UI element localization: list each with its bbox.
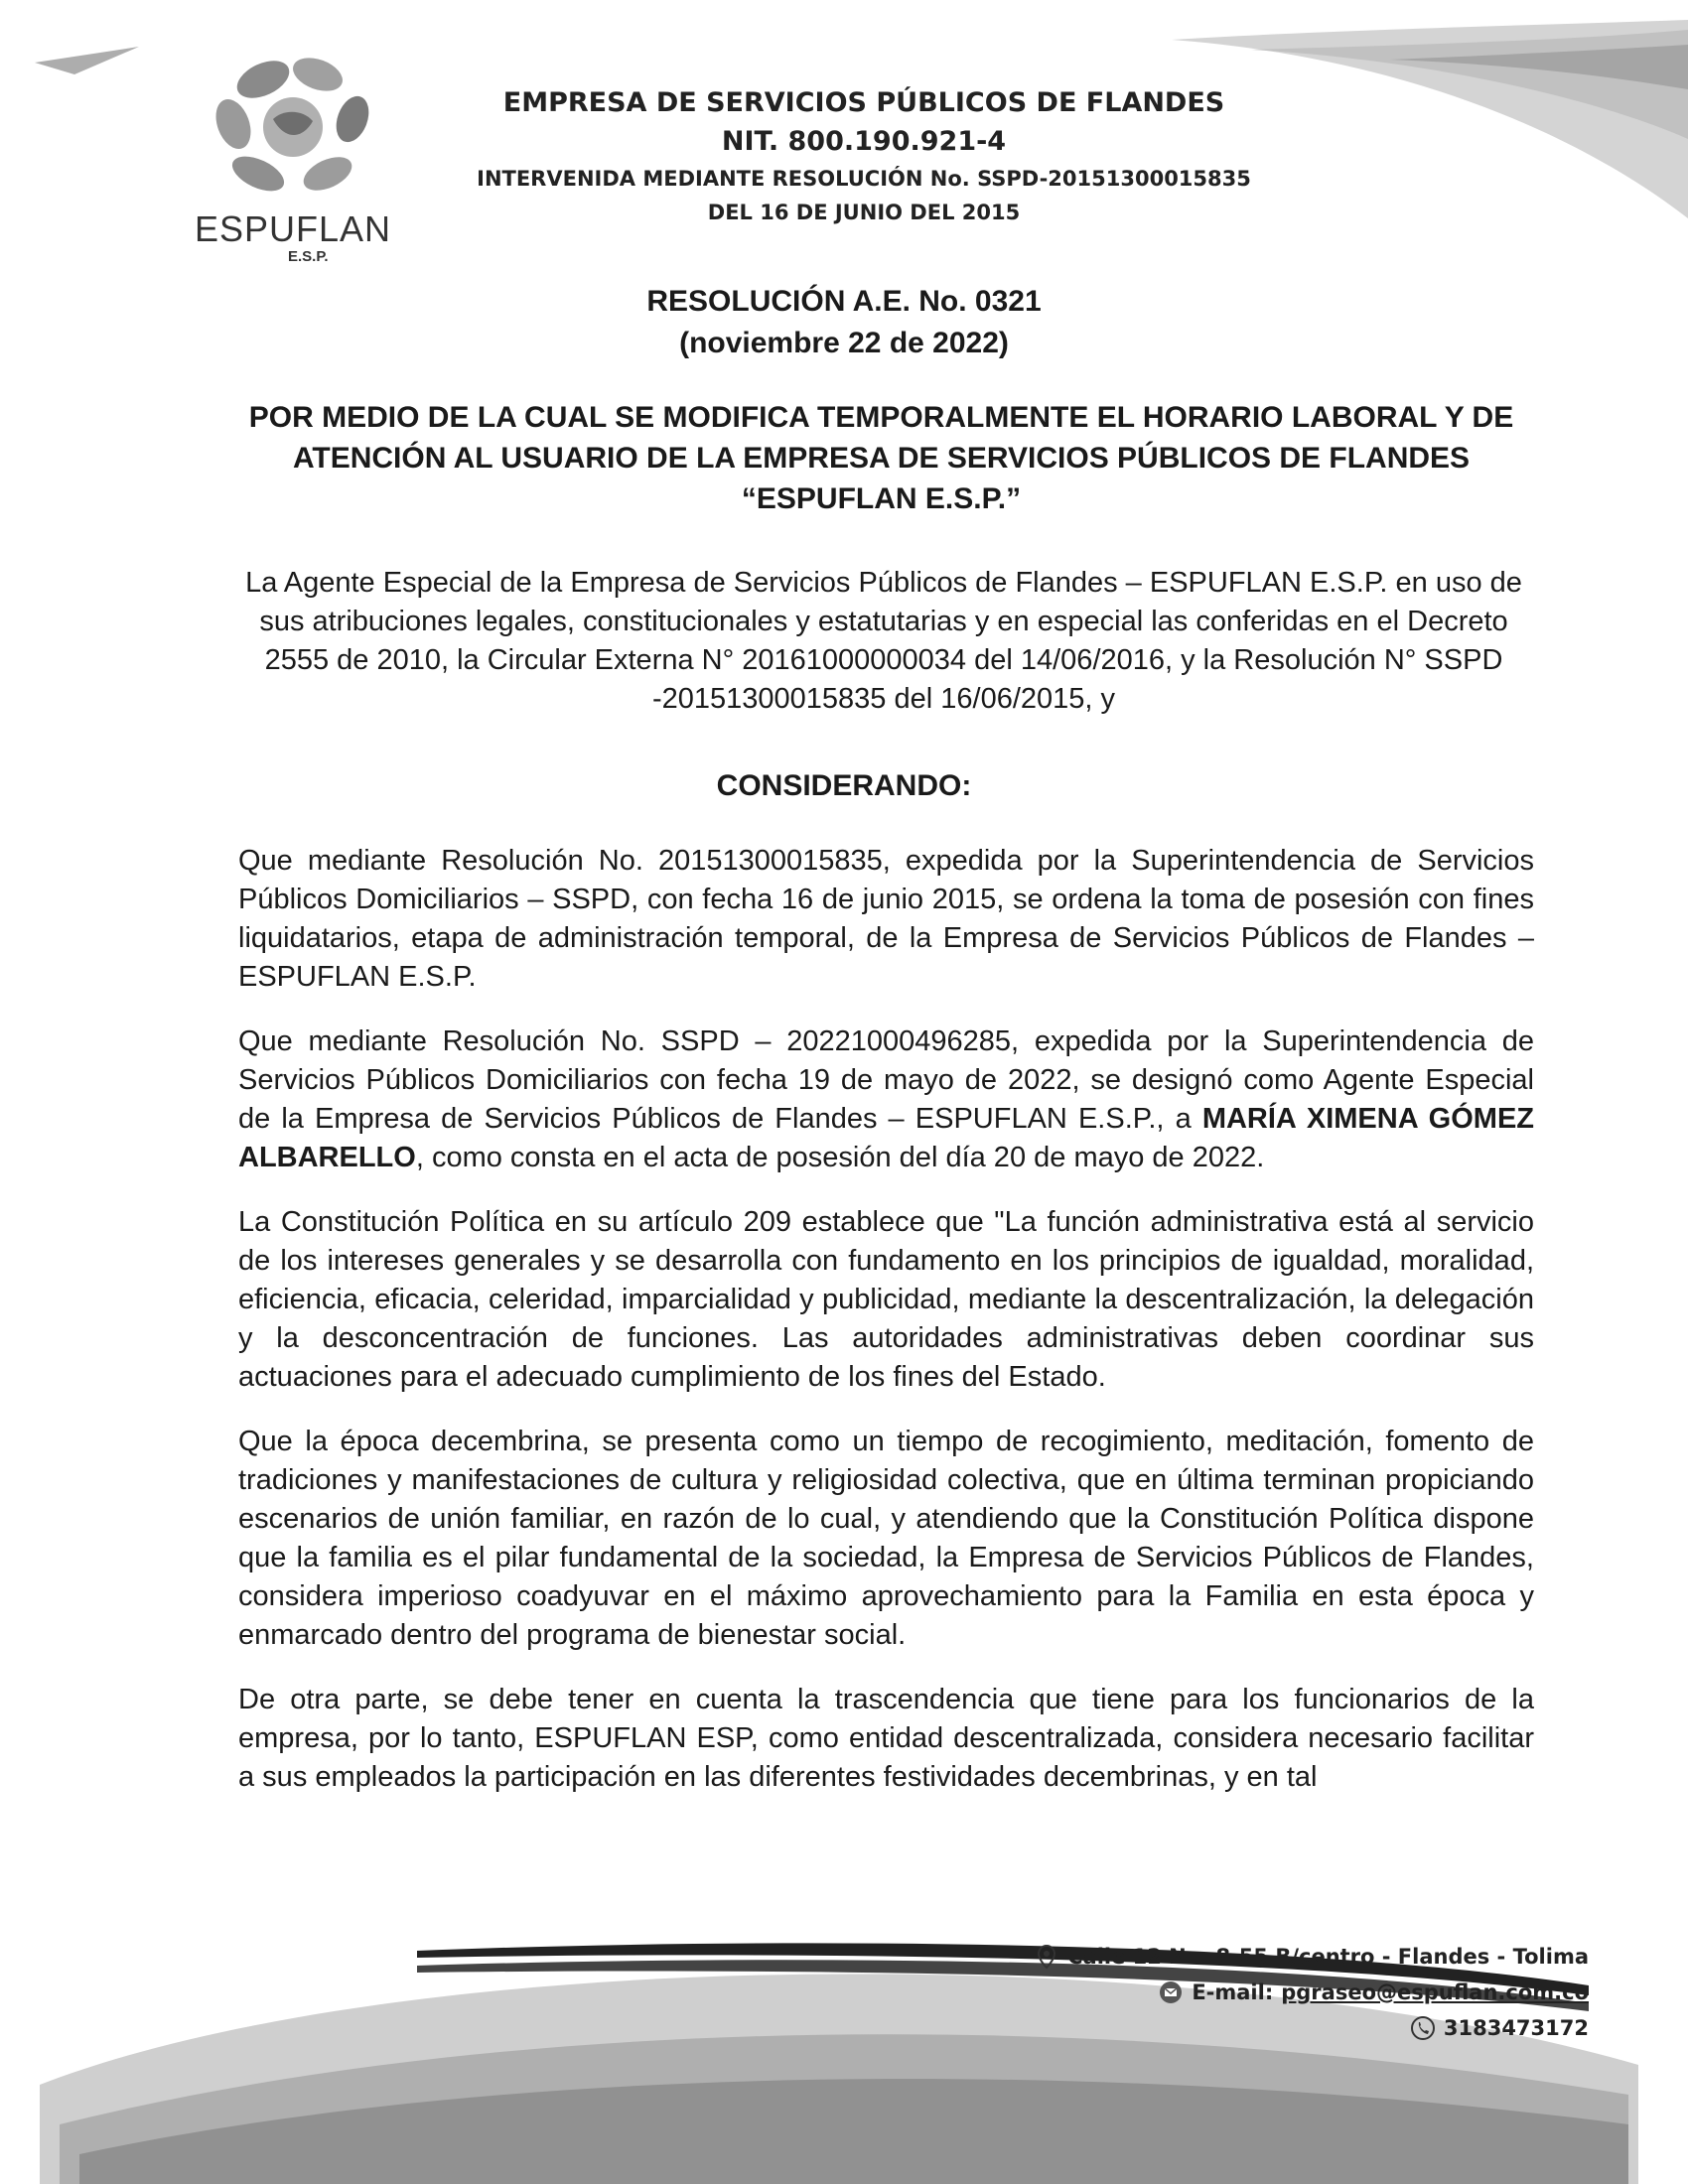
- paragraph-2-text-b: , como consta en el acta de posesión del día 20 de mayo de 2022.: [415, 1142, 1265, 1173]
- paragraph-3: La Constitución Política en su artículo 209 establece que "La función administrativa está al servicio de los intereses generales y se desarrolla con fundamento en los principios de igualdad, moralidad, eficiencia, eficacia, celeridad, imparcialidad y publicidad, mediante la descentralización, la delegación y la desconcentración de funciones. Las autoridades administrativas deben coordinar sus actuaciones para el adecuado cumplimiento de los fines del Estado.: [238, 1206, 1534, 1393]
- footer-phone: 3183473172: [1443, 2016, 1589, 2040]
- paragraph-2: [238, 1023, 1534, 1177]
- logo-leaves-icon: [194, 50, 392, 208]
- scan-mark-decoration: [35, 45, 144, 84]
- footer-phone-row: [1034, 2010, 1589, 2046]
- resolution-number: RESOLUCIÓN A.E. No. 0321: [646, 285, 1042, 318]
- agent-name: MARÍA XIMENA GÓMEZ ALBARELLO: [238, 1103, 1535, 1173]
- footer-contact: [1034, 1939, 1589, 2046]
- logo-subtitle: E.S.P.: [288, 248, 329, 265]
- document-body: [238, 842, 1534, 1797]
- paragraph-5: De otra parte, se debe tener en cuenta la trascendencia que tiene para los funcionarios de la empresa, por lo tanto, ESPUFLAN ESP, como entidad descentralizada, considera necesario facilitar a sus empleados la participación en las diferentes festividades decembrinas, y en tal: [238, 1684, 1534, 1793]
- intro-paragraph: La Agente Especial de la Empresa de Servicios Públicos de Flandes – ESPUFLAN E.S.P. en uso de sus atribuciones legales, constitucionales y estatutarias y en especial las conferidas en el Decreto 2555 de 2010, la Circular Externa N° 20161000000034 del 14/06/2016, y la Resolución N° SSPD -20151300015835 del 16/06/2015, y: [245, 567, 1522, 715]
- intervention-date: DEL 16 DE JUNIO DEL 2015: [707, 201, 1021, 224]
- footer-email-label: E-mail:: [1192, 1980, 1274, 2004]
- footer-email-row: [1034, 1975, 1589, 2010]
- intervention-resolution: INTERVENIDA MEDIANTE RESOLUCIÓN No. SSPD-20151300015835: [477, 167, 1251, 191]
- logo-name: ESPUFLAN: [194, 208, 392, 249]
- paragraph-1: Que mediante Resolución No. 20151300015835, expedida por la Superintendencia de Servicios Públicos Domiciliarios – SSPD, con fecha 16 de junio 2015, se ordena la toma de posesión con fines liquidatarios, etapa de administración temporal, de la Empresa de Servicios Públicos de Flandes – ESPUFLAN E.S.P.: [238, 845, 1534, 993]
- resolution-heading: [0, 281, 1688, 364]
- footer-address-row: [1034, 1939, 1589, 1975]
- resolution-subject: POR MEDIO DE LA CUAL SE MODIFICA TEMPORALMENTE EL HORARIO LABORAL Y DE ATENCIÓN AL USUARIO DE LA EMPRESA DE SERVICIOS PÚBLICOS DE FLANDES “ESPUFLAN E.S.P.”: [248, 401, 1514, 515]
- company-nit: NIT. 800.190.921-4: [721, 126, 1007, 157]
- footer-address: Calle 12 No. 8-55 B/centro - Flandes - Tolima: [1067, 1945, 1589, 1969]
- phone-icon: [1410, 2015, 1436, 2041]
- paragraph-4: Que la época decembrina, se presenta como un tiempo de recogimiento, meditación, fomento de tradiciones y manifestaciones de cultura y religiosidad colectiva, que en última terminan propiciando escenarios de unión familiar, en razón de lo cual, y atendiendo que la Constitución Política dispone que la familia es el pilar fundamental de la sociedad, la Empresa de Servicios Públicos de Flandes, considera imperioso coadyuvar en el máximo aprovechamiento para la Familia en esta época y enmarcado dentro del programa de bienestar social.: [238, 1426, 1534, 1651]
- letterhead: [437, 87, 1291, 224]
- company-logo: [194, 50, 392, 263]
- paragraph-2-text-a: Que mediante Resolución No. SSPD – 20221000496285, expedida por la Superintendencia de Servicios Públicos Domiciliarios con fecha 19 de mayo de 2022, se designó como Agente Especial de la Empresa de Servicios Públicos de Flandes – ESPUFLAN E.S.P., a: [238, 1025, 1534, 1135]
- location-pin-icon: [1034, 1944, 1059, 1970]
- mail-icon: [1158, 1979, 1184, 2005]
- considerando-heading: CONSIDERANDO:: [716, 769, 972, 802]
- company-name: EMPRESA DE SERVICIOS PÚBLICOS DE FLANDES: [502, 87, 1225, 118]
- footer-email-link[interactable]: pgraseo@espuflan.com.co: [1281, 1980, 1589, 2004]
- resolution-date: (noviembre 22 de 2022): [679, 327, 1009, 359]
